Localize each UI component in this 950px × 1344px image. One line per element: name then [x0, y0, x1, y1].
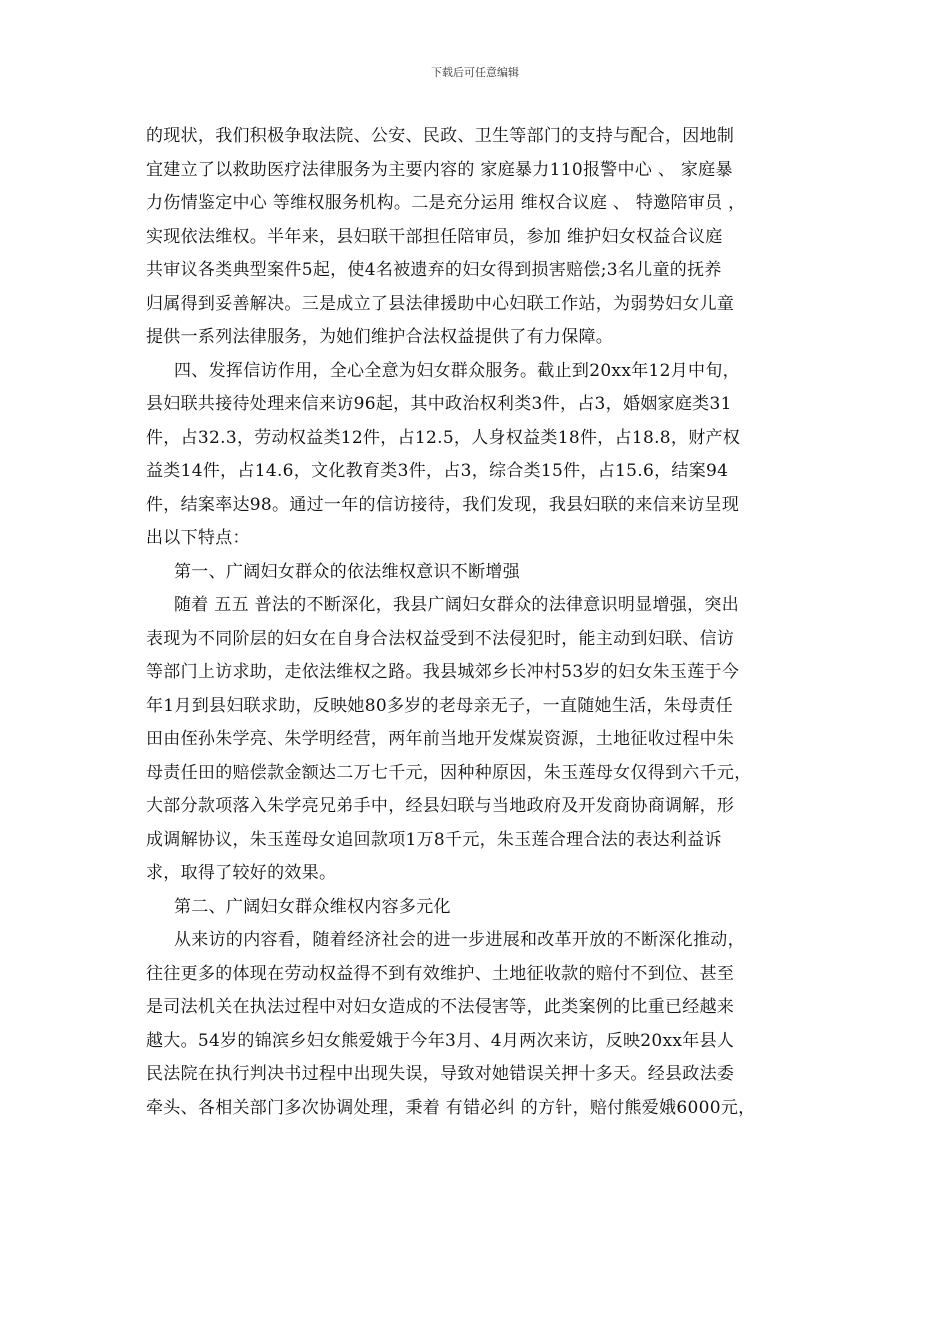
text-line: 成调解协议，朱玉莲母女追回款项1万8千元，朱玉莲合理合法的表达利益诉	[146, 829, 722, 850]
text-line: 第一、广阔妇女群众的依法维权意识不断增强	[174, 561, 520, 582]
text-line: 田由侄孙朱学亮、朱学明经营，两年前当地开发煤炭资源，土地征收过程中朱	[146, 729, 735, 749]
text-line: 大部分款项落入朱学亮兄弟手中，经县妇联与当地政府及开发商协商调解，形	[146, 796, 735, 816]
text-line: 共审议各类典型案件5起，使4名被遗弃的妇女得到损害赔偿;3名儿童的抚养	[146, 260, 722, 280]
text-line: 往往更多的体现在劳动权益得不到有效维护、土地征收款的赔付不到位、甚至	[146, 963, 735, 984]
text-line: 求，取得了较好的效果。	[146, 863, 337, 883]
text-line: 归属得到妥善解决。三是成立了县法律援助中心妇联工作站，为弱势妇女儿童	[146, 293, 735, 314]
text-line: 牵头、各相关部门多次协调处理，秉着 有错必纠 的方针，赔付熊爱娥6000元，	[146, 1097, 756, 1118]
text-line: 实现依法维权。半年来，县妇联干部担任陪审员，参加 维护妇女权益合议庭	[146, 226, 723, 247]
text-line: 越大。54岁的锦滨乡妇女熊爱娥于今年3月、4月两次来访，反映20xx年县人	[146, 1030, 735, 1051]
text-line: 母责任田的赔偿款金额达二万七千元，因种种原因，朱玉莲母女仅得到六千元，	[146, 762, 752, 783]
text-line: 提供一系列法律服务，为她们维护合法权益提供了有力保障。	[146, 327, 614, 347]
text-line: 宜建立了以救助医疗法律服务为主要内容的 家庭暴力110报警中心 、 家庭暴	[146, 159, 733, 180]
text-line: 出以下特点：	[146, 528, 250, 548]
text-line: 县妇联共接待处理来信来访96起，其中政治权利类3件，占3，婚姻家庭类31	[146, 394, 732, 414]
text-line: 件，结案率达98。通过一年的信访接待，我们发现，我县妇联的来信来访呈现	[146, 494, 740, 515]
text-line: 年1月到县妇联求助，反映她80多岁的老母亲无子，一直随她生活，朱母责任	[146, 695, 733, 716]
text-line: 四、发挥信访作用，全心全意为妇女群众服务。截止到20xx年12月中旬，	[174, 360, 740, 381]
document-body	[146, 120, 826, 1125]
page-header: 下载后可任意编辑	[431, 66, 519, 79]
text-line: 从来访的内容看，随着经济社会的进一步进展和改革开放的不断深化推动，	[174, 930, 745, 950]
text-line: 随着 五五 普法的不断深化，我县广阔妇女群众的法律意识明显增强，突出	[174, 595, 740, 615]
text-line: 件，占32.3，劳动权益类12件，占12.5，人身权益类18件，占18.8，财产权	[146, 427, 741, 448]
text-line: 第二、广阔妇女群众维权内容多元化	[174, 896, 451, 917]
text-line: 的现状，我们积极争取法院、公安、民政、卫生等部门的支持与配合，因地制	[146, 126, 735, 146]
text-line: 表现为不同阶层的妇女在自身合法权益受到不法侵犯时，能主动到妇联、信访	[146, 628, 735, 649]
text-line: 是司法机关在执法过程中对妇女造成的不法侵害等，此类案例的比重已经越来	[146, 997, 735, 1017]
text-line: 力伤情鉴定中心 等维权服务机构。二是充分运用 维权合议庭 、 特邀陪审员 ，	[146, 193, 746, 213]
text-line: 益类14件，占14.6，文化教育类3件，占3，综合类15件，占15.6，结案94	[146, 461, 729, 481]
text-line: 等部门上访求助，走依法维权之路。我县城郊乡长冲村53岁的妇女朱玉莲于今	[146, 662, 740, 682]
text-line: 民法院在执行判决书过程中出现失误，导致对她错误关押十多天。经县政法委	[146, 1064, 735, 1084]
